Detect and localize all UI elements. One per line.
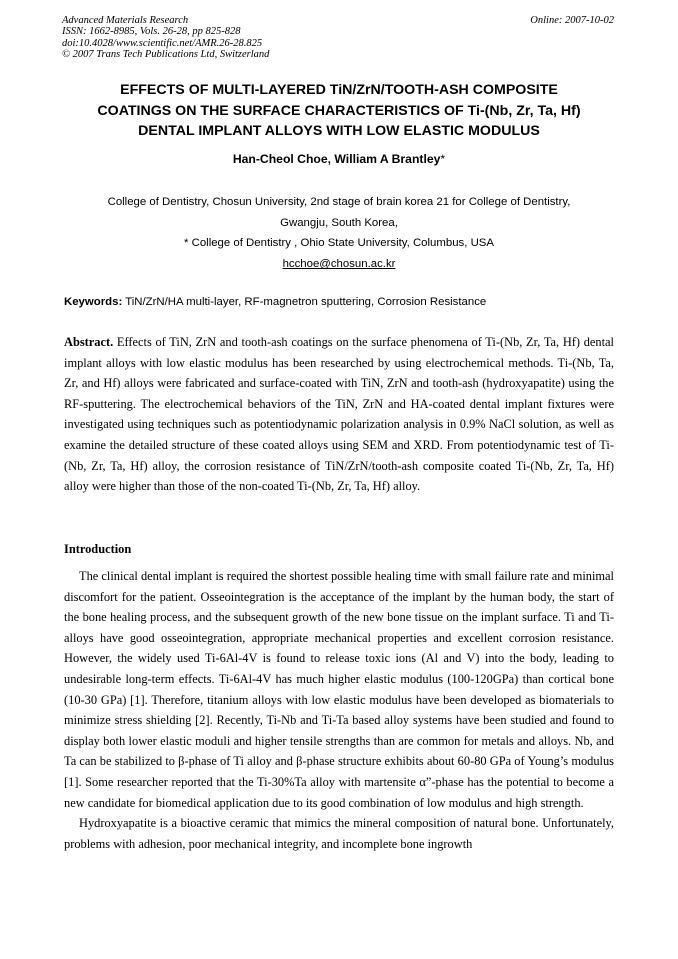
- introduction-body: [64, 566, 614, 854]
- title-line-2: COATINGS ON THE SURFACE CHARACTERISTICS OF Ti-(Nb, Zr, Ta, Hf): [97, 102, 581, 119]
- affiliation-line-1: College of Dentistry, Chosun University, 2nd stage of brain korea 21 for College of Dentistry,: [107, 196, 571, 208]
- abstract-label: Abstract.: [64, 335, 114, 349]
- copyright-line: © 2007 Trans Tech Publications Ltd, Switzerland: [62, 48, 270, 60]
- keywords-label: Keywords:: [64, 296, 123, 308]
- email-link[interactable]: hcchoe@chosun.ac.kr: [282, 258, 396, 271]
- title-line-3: DENTAL IMPLANT ALLOYS WITH LOW ELASTIC MODULUS: [138, 123, 540, 139]
- journal-header: [62, 15, 269, 60]
- doi-line: doi:10.4028/www.scientific.net/AMR.26-28.825: [62, 37, 263, 49]
- paper-title: [40, 80, 638, 142]
- affiliation-line-2: Gwangju, South Korea,: [280, 216, 398, 229]
- introduction-paragraph-1: The clinical dental implant is required the shortest possible healing time with small failure rate and minimal discomfort for the patient. Osseointegration is the acceptance of the implant by the human body, the start of the bone healing process, and the subsequent growth of the new bone tissue on the implant surface. Ti and Ti-alloys have good osseointegration, appropriate mechanical properties and excellent corrosion resistance. However, the widely used Ti-6Al-4V is found to release toxic ions (Al and V) into the body, leading to undesirable long-term effects. Ti-6Al-4V has much higher elastic modulus (100-120GPa) than cortical bone (10-30 GPa) [1]. Therefore, titanium alloys with low elastic modulus have been developed as biomaterials to minimize stress shielding [2]. Recently, Ti-Nb and Ti-Ta based alloy systems have been studied and found to display both lower elastic moduli and higher tensile strengths than are common for metals and alloys. Nb, and Ta can be stabilized to β-phase of Ti alloy and β-phase structure exhibits about 60-80 GPa of Young’s modulus [1]. Some researcher reported that the Ti-30%Ta alloy with martensite α”-phase has the potential to become a new candidate for biomedical application due to its good combination of low modulus and high strength.: [64, 569, 614, 810]
- keywords: [64, 294, 624, 310]
- introduction-paragraph-2: Hydroxyapatite is a bioactive ceramic that mimics the mineral composition of natural bone. Unfortunately, problems with adhesion, poor mechanical integrity, and incomplete bone ingrowth: [64, 816, 614, 851]
- abstract-text: Effects of TiN, ZrN and tooth-ash coatings on the surface phenomena of Ti-(Nb, Zr, Ta, Hf) dental implant alloys with low elastic modulus has been researched by using electrochemical methods. Ti-(Nb, Ta, Zr, and Hf) alloys were fabricated and surface-coated with TiN, ZrN and tooth-ash (hydroxyapatite) using the RF-sputtering. The electrochemical behaviors of the TiN, ZrN and HA-coated dental implant fixtures were investigated using techniques such as potentiodynamic polarization analysis in 0.9% NaCl solution, as well as examine the detailed structure of these coated alloys using SEM and XRD. From potentiodynamic test of Ti-(Nb, Zr, Ta, Hf) alloy, the corrosion resistance of TiN/ZrN/tooth-ash composite coated Ti-(Nb, Zr, Ta, Hf) alloy were higher than those of the non-coated Ti-(Nb, Zr, Ta, Hf) alloy.: [64, 335, 614, 494]
- author-names: Han-Cheol Choe, William A Brantley: [232, 152, 441, 166]
- title-line-1: EFFECTS OF MULTI-LAYERED TiN/ZrN/TOOTH-ASH COMPOSITE: [120, 82, 558, 98]
- affiliation-line-3: * College of Dentistry , Ohio State University, Columbus, USA: [184, 237, 494, 250]
- author-mark: *: [440, 152, 446, 166]
- journal-name: Advanced Materials Research: [62, 15, 189, 26]
- online-date: Online: 2007-10-02: [530, 15, 614, 26]
- section-heading-introduction: Introduction: [64, 542, 132, 556]
- issn-line: ISSN: 1662-8985, Vols. 26-28, pp 825-828: [62, 26, 241, 38]
- author-list: [40, 151, 638, 167]
- keywords-text: TiN/ZrN/HA multi-layer, RF-magnetron sputtering, Corrosion Resistance: [125, 296, 487, 308]
- affiliations: [40, 192, 638, 275]
- abstract: [64, 332, 614, 497]
